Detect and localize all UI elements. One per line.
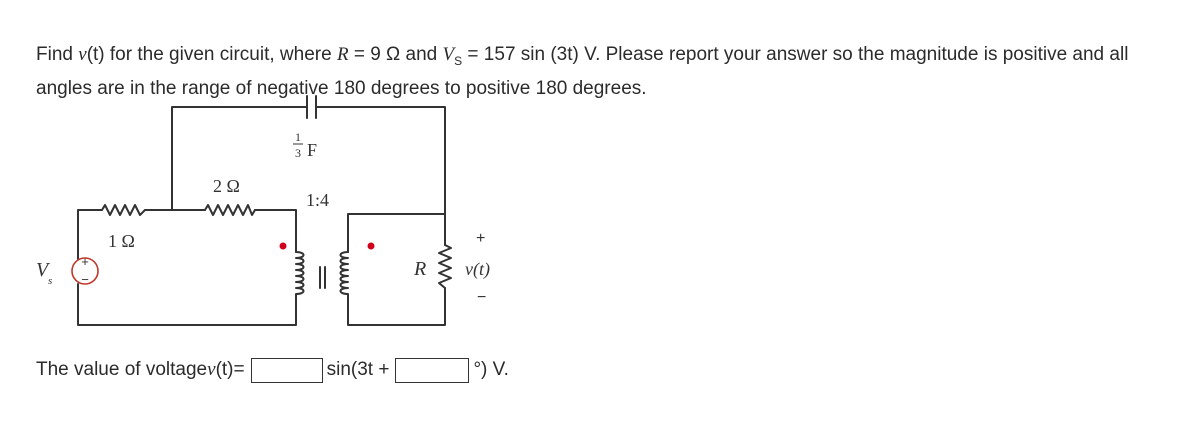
load-resistor-label: R bbox=[414, 258, 427, 280]
secondary-polarity-dot bbox=[368, 243, 375, 250]
turns-ratio-label: 1:4 bbox=[306, 190, 330, 210]
question-text-mid: for the given circuit, where bbox=[104, 44, 337, 65]
answer-suffix: °) V. bbox=[473, 359, 509, 380]
question-text-find: Find bbox=[36, 44, 79, 65]
magnitude-input[interactable] bbox=[251, 358, 323, 383]
answer-mid: sin(3t + bbox=[326, 359, 390, 380]
source-label: V bbox=[36, 259, 49, 281]
answer-prefix: The value of voltage bbox=[36, 359, 208, 380]
resistor-2ohm-label: 2 Ω bbox=[213, 176, 240, 196]
wire-bottom bbox=[78, 284, 296, 325]
resistor-1ohm-label: 1 Ω bbox=[108, 231, 135, 251]
resistor-1ohm bbox=[102, 205, 145, 215]
wire-top-right bbox=[316, 107, 445, 214]
resistor-load bbox=[439, 245, 451, 288]
answer-var-v: v bbox=[207, 359, 216, 380]
question-var-r: R bbox=[336, 44, 349, 65]
output-label: v(t) bbox=[465, 259, 490, 279]
question-var-vs: V bbox=[442, 44, 455, 65]
transformer-secondary-coil bbox=[341, 252, 349, 298]
source-label-sub: s bbox=[48, 275, 53, 287]
capacitor-denominator: 3 bbox=[295, 146, 301, 160]
capacitor-numerator: 1 bbox=[295, 130, 301, 144]
source-plus: + bbox=[81, 254, 89, 269]
question-var-v: v bbox=[78, 44, 87, 65]
question-var-t: (t) bbox=[86, 44, 105, 65]
answer-line bbox=[36, 356, 509, 384]
wire-left-top bbox=[78, 210, 102, 259]
transformer-primary-coil bbox=[296, 252, 304, 298]
question-r-value: = 9 Ω and bbox=[348, 44, 443, 65]
primary-polarity-dot bbox=[280, 243, 287, 250]
answer-var-t: (t) bbox=[215, 359, 234, 380]
source-minus: − bbox=[81, 272, 89, 287]
output-minus: − bbox=[477, 289, 487, 306]
wire-secondary-bottom bbox=[348, 288, 445, 325]
question-vs-value: = 157 sin (3t) V. Please report your answer so the magnitude is positive and all angles are in the range of negative 180 degrees to positive 180 degrees. bbox=[36, 44, 1129, 99]
resistor-2ohm bbox=[205, 205, 255, 215]
angle-input[interactable] bbox=[395, 358, 469, 383]
output-plus: + bbox=[476, 230, 486, 247]
question-var-vs-sub: S bbox=[454, 53, 463, 68]
wire-to-primary bbox=[255, 210, 296, 252]
wire-secondary-top bbox=[348, 214, 445, 252]
capacitor-unit: F bbox=[307, 140, 318, 160]
answer-equals: = bbox=[233, 359, 245, 380]
